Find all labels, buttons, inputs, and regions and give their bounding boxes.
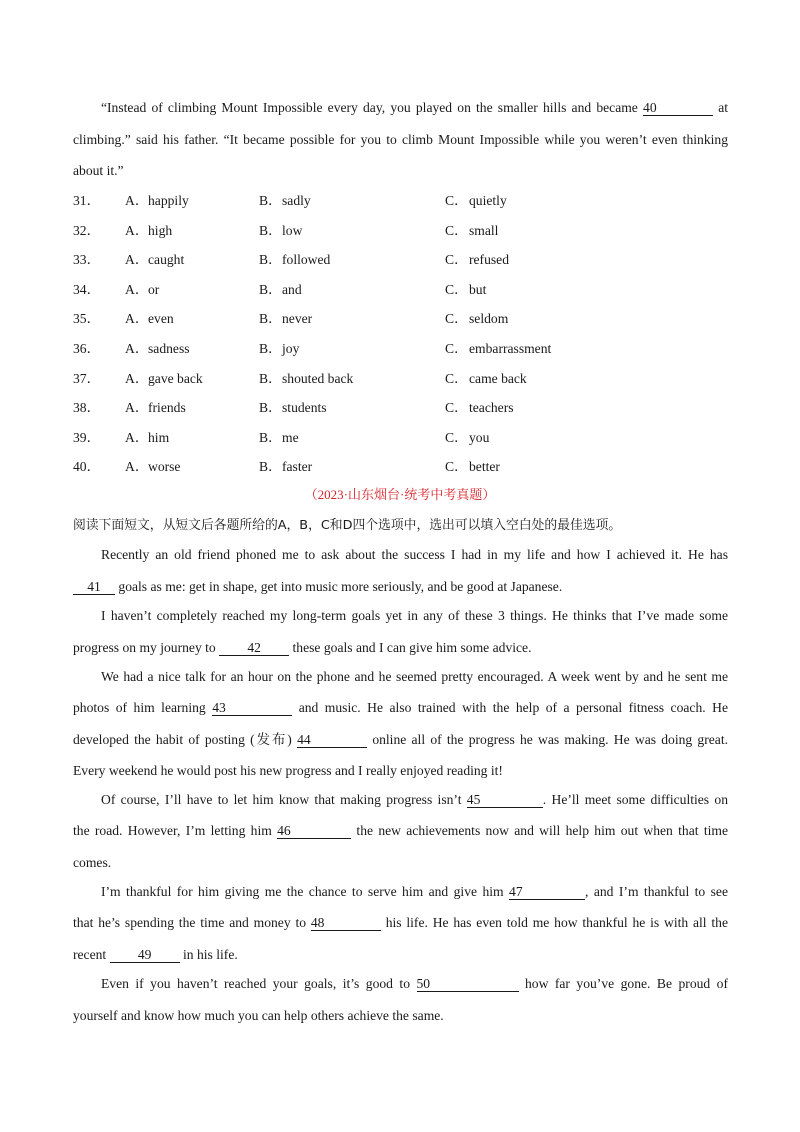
option-a-text: friends <box>148 400 186 415</box>
text: photos of him learning <box>73 700 206 715</box>
option-c-letter: C． <box>445 223 468 238</box>
blank-45: 45 <box>467 792 543 808</box>
option-c-letter: C． <box>445 400 468 415</box>
option-b-letter: B． <box>259 430 282 445</box>
passage-line <box>73 639 728 657</box>
option-b-letter: B． <box>259 282 282 297</box>
option-c-text: refused <box>469 252 510 267</box>
option-b-text: me <box>282 430 299 445</box>
option-a-text: sadness <box>148 341 190 356</box>
question-number: 32． <box>73 223 101 238</box>
option-c-letter: C． <box>445 341 468 356</box>
blank-40: 40 <box>643 100 713 116</box>
blank-42: 42 <box>219 640 289 656</box>
option-c-text: quietly <box>469 193 507 208</box>
option-b-text: never <box>282 311 313 326</box>
question-number: 31． <box>73 193 101 208</box>
option-c-letter: C． <box>445 371 468 386</box>
instructions: 阅读下面短文，从短文后各题所给的A，B，C和D四个选项中，选出可以填入空白处的最佳选项。 <box>73 518 622 533</box>
option-a-text: caught <box>148 252 185 267</box>
question-number: 37． <box>73 371 101 386</box>
option-a-text: happily <box>148 193 189 208</box>
blank-50: 50 <box>417 976 519 992</box>
option-row <box>73 370 673 388</box>
option-c-text: embarrassment <box>469 341 552 356</box>
text: in his life. <box>183 947 238 962</box>
text: Even if you haven’t reached your goals, it’s good to <box>101 976 411 991</box>
option-b-text: followed <box>282 252 331 267</box>
option-b-text: faster <box>282 459 313 474</box>
passage-line <box>73 914 728 932</box>
passage-line: yourself and know how much you can help others achieve the same. <box>73 1008 444 1023</box>
option-a-letter: A． <box>125 341 149 356</box>
option-row <box>73 251 673 269</box>
blank-47: 47 <box>509 884 585 900</box>
option-row <box>73 192 673 210</box>
passage-line <box>73 699 728 717</box>
passage-line <box>101 791 728 809</box>
option-c-text: better <box>469 459 500 474</box>
option-a-letter: A． <box>125 252 149 267</box>
question-number: 36． <box>73 341 101 356</box>
option-c-letter: C． <box>445 459 468 474</box>
option-a-letter: A． <box>125 223 149 238</box>
option-c-text: came back <box>469 371 527 386</box>
option-c-letter: C． <box>445 282 468 297</box>
text: that he’s spending the time and money to <box>73 915 307 930</box>
passage-line <box>73 822 728 840</box>
passage-line: We had a nice talk for an hour on the phone and he seemed pretty encouraged. A week went by and he sent me <box>101 669 728 684</box>
option-a-letter: A． <box>125 430 149 445</box>
question-number: 33． <box>73 252 101 267</box>
text: . He’ll meet some difficulties on <box>542 792 728 807</box>
passage-line: about it.” <box>73 163 124 178</box>
option-a-text: high <box>148 223 173 238</box>
blank-48: 48 <box>311 915 381 931</box>
question-number: 34． <box>73 282 101 297</box>
option-row <box>73 222 673 240</box>
text: recent <box>73 947 107 962</box>
text: these goals and I can give him some advice. <box>292 640 532 655</box>
text: Of course, I’ll have to let him know that making progress isn’t <box>101 792 462 807</box>
option-c-letter: C． <box>445 430 468 445</box>
option-b-text: and <box>282 282 302 297</box>
passage-line <box>101 99 728 117</box>
option-c-text: but <box>469 282 487 297</box>
passage-line: comes. <box>73 855 112 870</box>
question-number: 40． <box>73 459 101 474</box>
text: I’m thankful for him giving me the chance to serve him and give him <box>101 884 504 899</box>
option-c-text: teachers <box>469 400 514 415</box>
text: online all of the progress he was making. He was doing great. <box>372 732 728 747</box>
option-b-letter: B． <box>259 252 282 267</box>
option-row <box>73 340 673 358</box>
blank-49: 49 <box>110 947 180 963</box>
text: and music. He also trained with the help of a personal fitness coach. He <box>298 700 728 715</box>
text: progress on my journey to <box>73 640 216 655</box>
option-a-letter: A． <box>125 459 149 474</box>
option-a-text: gave back <box>148 371 203 386</box>
option-b-letter: B． <box>259 311 282 326</box>
passage-line: climbing.” said his father. “It became possible for you to climb Mount Impossible while you weren’t even thinking <box>73 132 728 147</box>
source-tag: （2023·山东烟台·统考中考真题） <box>304 487 496 502</box>
blank-41: 41 <box>73 579 115 595</box>
option-b-text: students <box>282 400 327 415</box>
text: , and I’m thankful to see <box>585 884 728 899</box>
option-b-text: sadly <box>282 193 311 208</box>
passage-line: Recently an old friend phoned me to ask about the success I had in my life and how I achieved it. He has <box>101 547 728 562</box>
option-c-letter: C． <box>445 193 468 208</box>
option-b-text: low <box>282 223 303 238</box>
passage-line <box>73 731 728 749</box>
text: how far you’ve gone. Be proud of <box>524 976 729 991</box>
question-number: 35． <box>73 311 101 326</box>
option-b-text: shouted back <box>282 371 354 386</box>
option-row <box>73 429 673 447</box>
option-c-letter: C． <box>445 311 468 326</box>
option-c-text: seldom <box>469 311 509 326</box>
option-b-letter: B． <box>259 459 282 474</box>
option-a-text: him <box>148 430 170 445</box>
blank-44: 44 <box>297 732 367 748</box>
question-number: 39． <box>73 430 101 445</box>
text: “Instead of climbing Mount Impossible every day, you played on the smaller hills and became <box>101 100 638 115</box>
blank-46: 46 <box>277 823 351 839</box>
option-a-letter: A． <box>125 311 149 326</box>
passage-line <box>101 975 728 993</box>
option-row <box>73 399 673 417</box>
option-a-text: or <box>148 282 160 297</box>
option-b-letter: B． <box>259 223 282 238</box>
option-a-letter: A． <box>125 400 149 415</box>
option-a-text: worse <box>148 459 181 474</box>
option-a-letter: A． <box>125 371 149 386</box>
option-a-text: even <box>148 311 174 326</box>
text: developed the habit of posting (发布) <box>73 732 292 747</box>
passage-line <box>73 578 728 596</box>
passage-line: Every weekend he would post his new progress and I really enjoyed reading it! <box>73 763 503 778</box>
passage-line: I haven’t completely reached my long-term goals yet in any of these 3 things. He thinks that I’ve made some <box>101 608 728 623</box>
option-c-text: small <box>469 223 499 238</box>
text: goals as me: get in shape, get into music more seriously, and be good at Japanese. <box>118 579 563 594</box>
option-b-letter: B． <box>259 400 282 415</box>
option-row <box>73 458 673 476</box>
text: the road. However, I’m letting him <box>73 823 272 838</box>
question-number: 38． <box>73 400 101 415</box>
text: at <box>718 100 728 115</box>
option-row <box>73 281 673 299</box>
option-a-letter: A． <box>125 282 149 297</box>
option-b-text: joy <box>282 341 300 356</box>
option-b-letter: B． <box>259 371 282 386</box>
option-b-letter: B． <box>259 341 282 356</box>
passage-line <box>101 883 728 901</box>
text: his life. He has even told me how thankful he is with all the <box>385 915 729 930</box>
option-c-letter: C． <box>445 252 468 267</box>
option-c-text: you <box>469 430 490 445</box>
option-row <box>73 310 673 328</box>
blank-43: 43 <box>212 700 292 716</box>
passage-line <box>73 946 728 964</box>
option-a-letter: A． <box>125 193 149 208</box>
text: the new achievements now and will help him out when that time <box>356 823 728 838</box>
option-b-letter: B． <box>259 193 282 208</box>
